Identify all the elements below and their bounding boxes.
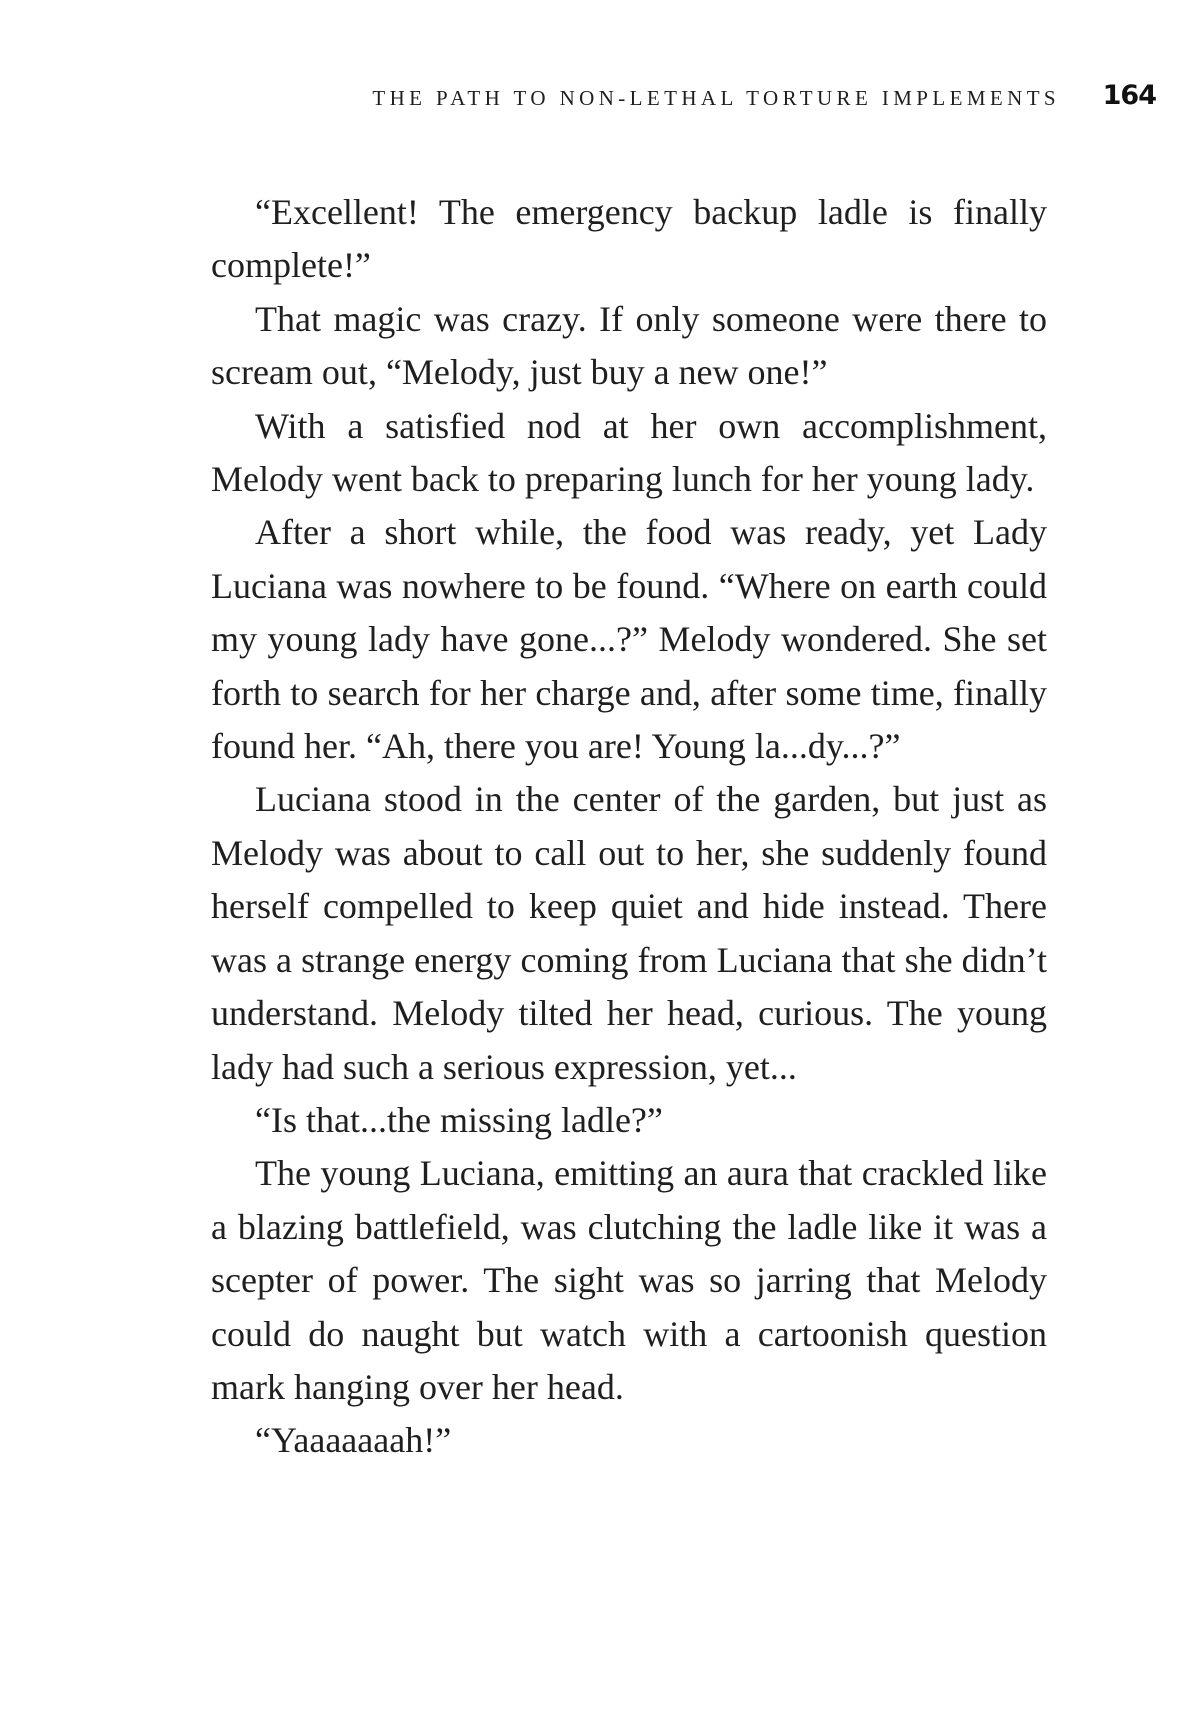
paragraph-5: Luciana stood in the center of the garden, but just as Melody was about to call out to her, she suddenly found herself compelled to keep quiet and hide instead. There was a strange energy coming from Luciana that she didn’t understand. Melody tilted her head, curious. The young lady had such a serious expression, yet...	[211, 779, 1047, 1087]
body-text	[211, 186, 1047, 1468]
paragraph-8: “Yaaaaaaah!”	[255, 1420, 452, 1461]
paragraph-2: That magic was crazy. If only someone were there to scream out, “Melody, just buy a new one!”	[211, 298, 1047, 393]
page-number: 164	[1102, 80, 1156, 111]
paragraph-7: The young Luciana, emitting an aura that crackled like a blazing battlefield, was clutching the ladle like it was a scepter of power. The sight was so jarring that Melody could do naught but watch with a cartoonish question mark hanging over her head.	[211, 1153, 1047, 1407]
paragraph-6: “Is that...the missing ladle?”	[255, 1099, 663, 1140]
running-title: THE PATH TO NON-LETHAL TORTURE IMPLEMENTS	[372, 86, 1060, 110]
running-header	[200, 82, 1160, 122]
paragraph-4: After a short while, the food was ready, yet Lady Luciana was nowhere to be found. “Where on earth could my young lady have gone...?” Melody wondered. She set forth to search for her charge and, after some time, finally found her. “Ah, there you are! Young la...dy...?”	[211, 512, 1047, 767]
paragraph-1: “Excellent! The emergency backup ladle is finally complete!”	[211, 192, 1047, 286]
paragraph-3: With a satisfied nod at her own accomplishment, Melody went back to preparing lunch for her young lady.	[211, 405, 1047, 500]
